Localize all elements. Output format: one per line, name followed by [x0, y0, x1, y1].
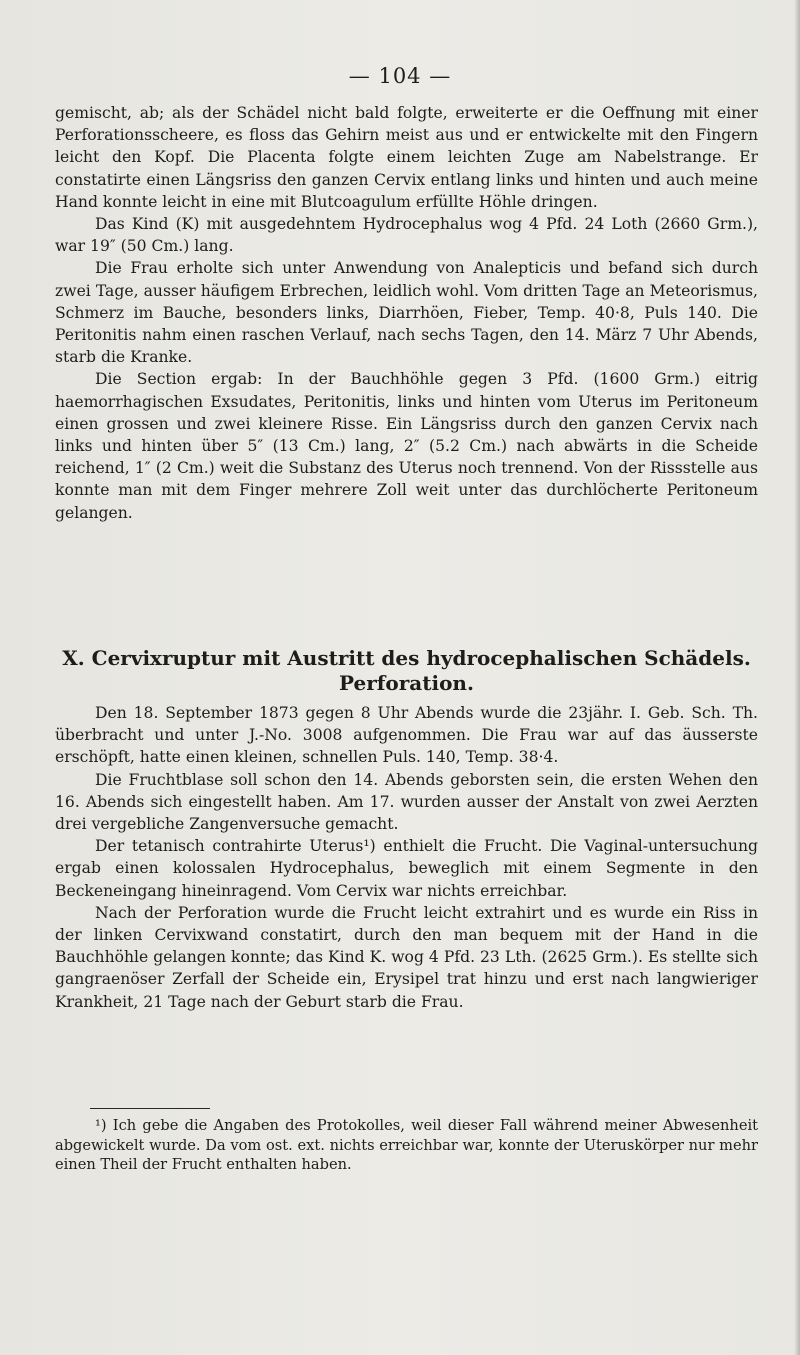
- page-edge-shadow: [794, 0, 800, 1355]
- footnote-rule: [90, 1108, 210, 1109]
- paragraph: Das Kind (K) mit ausgedehntem Hydrocephalus wog 4 Pfd. 24 Loth (2660 Grm.), war 19″ (50 Cm.) lang.: [55, 215, 758, 256]
- body-text-part-1: [55, 102, 758, 524]
- page-number-header: — 104 —: [348, 64, 452, 88]
- paragraph: Den 18. September 1873 gegen 8 Uhr Abends wurde die 23jähr. I. Geb. Sch. Th. überbracht und unter J.-No. 3008 aufgenommen. Die Frau war auf das äusserste erschöpft, hatte einen kleinen, schnellen Puls. 140, Temp. 38·4.: [55, 704, 758, 767]
- paragraph: Die Section ergab: In der Bauchhöhle gegen 3 Pfd. (1600 Grm.) eitrig haemorrhagischen Exsudates, Peritonitis, links und hinten vom Uterus im Peritoneum einen grossen und zwei kleinere Risse. Ein Längsriss durch den ganzen Cervix nach links und hinten über 5″ (13 Cm.) lang, 2″ (5.2 Cm.) nach abwärts in die Scheide reichend, 1″ (2 Cm.) weit die Substanz des Uterus noch trennend. Von der Rissstelle aus konnte man mit dem Finger mehrere Zoll weit unter das durchlöcherte Peritoneum gelangen.: [55, 370, 758, 522]
- paragraph: Der tetanisch contrahirte Uterus¹) enthielt die Frucht. Die Vaginal-untersuchung ergab einen kolossalen Hydrocephalus, beweglich mit einem Segmente in den Beckeneingang hineinragend. Vom Cervix war nichts erreichbar.: [55, 837, 758, 900]
- paragraph: Die Fruchtblase soll schon den 14. Abends geborsten sein, die ersten Wehen den 16. Abends sich eingestellt haben. Am 17. wurden ausser der Anstalt von zwei Aerzten drei vergebliche Zangenversuche gemacht.: [55, 770, 758, 834]
- paragraph: gemischt, ab; als der Schädel nicht bald folgte, erweiterte er die Oeffnung mit einer Perforationsscheere, es floss das Gehirn meist aus und er entwickelte mit den Fingern leicht den Kopf. Die Placenta folgte einem leichten Zuge am Nabelstrange. Er constatirte einen Längsriss den ganzen Cervix entlang links und hinten und auch meine Hand konnte leicht in eine mit Blutcoagulum erfüllte Höhle dringen.: [55, 104, 758, 211]
- section-heading: X. Cervixruptur mit Austritt des hydrocephalischen Schädels. Perforation.: [62, 646, 751, 695]
- footnote: [55, 1116, 758, 1175]
- paragraph: Die Frau erholte sich unter Anwendung von Analepticis und befand sich durch zwei Tage, ausser häufigem Erbrechen, leidlich wohl. Vom dritten Tage an Meteorismus, Schmerz im Bauche, besonders links, Diarrhöen, Fieber, Temp. 40·8, Puls 140. Die Peritonitis nahm einen raschen Verlauf, nach sechs Tagen, den 14. März 7 Uhr Abends, starb die Kranke.: [55, 259, 758, 367]
- body-text-part-2: [55, 702, 758, 1013]
- footnote-text: ¹) Ich gebe die Angaben des Protokolles, weil dieser Fall während meiner Abwesenheit abgewickelt wurde. Da vom ost. ext. nichts erreichbar war, konnte der Uteruskörper nur mehr einen Theil der Frucht enthalten haben.: [55, 1117, 758, 1173]
- paragraph: Nach der Perforation wurde die Frucht leicht extrahirt und es wurde ein Riss in der linken Cervixwand constatirt, durch den man bequem mit der Hand in die Bauchhöhle gelangen konnte; das Kind K. wog 4 Pfd. 23 Lth. (2625 Grm.). Es stellte sich gangraenöser Zerfall der Scheide ein, Erysipel trat hinzu und erst nach langwieriger Krankheit, 21 Tage nach der Geburt starb die Frau.: [55, 903, 758, 1011]
